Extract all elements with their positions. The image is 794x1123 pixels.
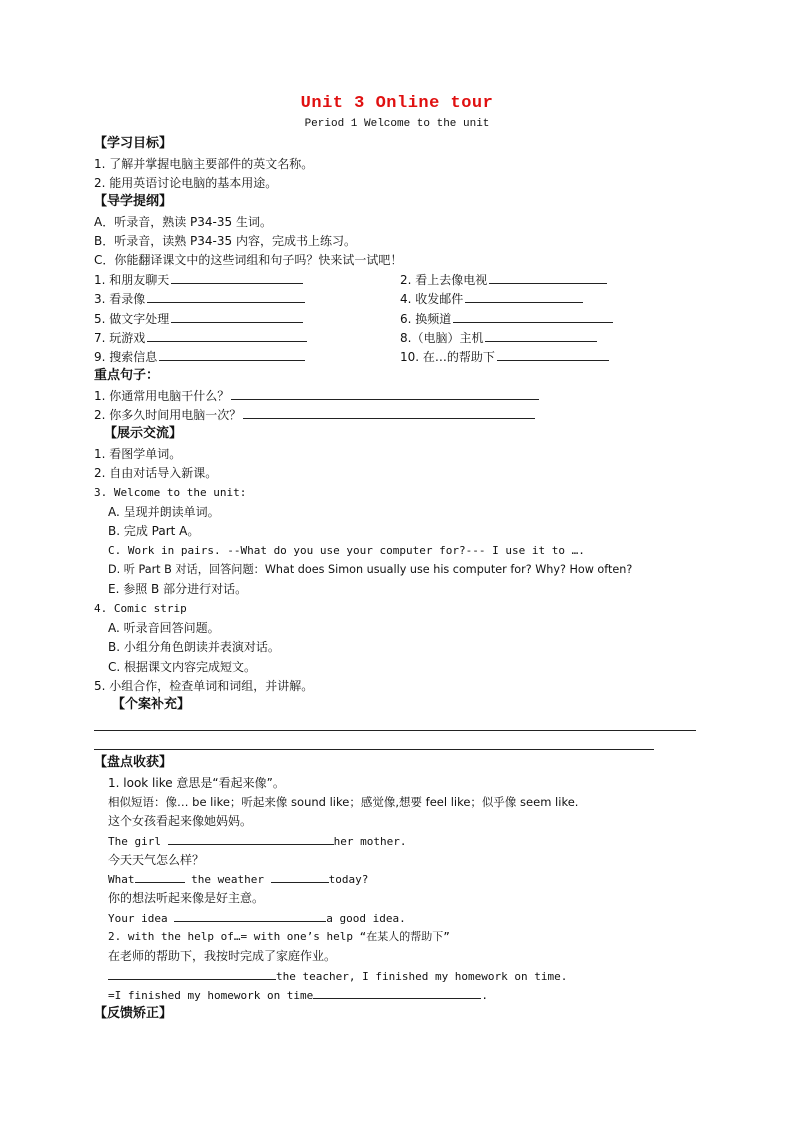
phrase-item: 9. 搜索信息	[94, 349, 305, 365]
answer-blank[interactable]	[313, 987, 481, 999]
key-sentences-heading: 重点句子：	[94, 368, 160, 383]
key-sentence: 2. 你多久时间用电脑一次？	[94, 407, 535, 423]
goals-heading: 【学习目标】	[94, 136, 173, 151]
show-step-3-item: E. 参照 B 部分进行对话。	[108, 582, 248, 596]
feedback-heading: 【反馈矫正】	[94, 1006, 173, 1021]
example-cn: 今天天气怎么样？	[108, 853, 205, 867]
example-cn: 在老师的帮助下，我按时完成了家庭作业。	[108, 949, 337, 963]
show-step-1: 1. 看图学单词。	[94, 447, 182, 461]
phrase-item: 10. 在…的帮助下	[400, 349, 609, 365]
outline-heading: 【导学提纲】	[94, 194, 173, 209]
answer-blank[interactable]	[497, 349, 609, 361]
show-step-2: 2. 自由对话导入新课。	[94, 466, 218, 480]
example-cn: 你的想法听起来像是好主意。	[108, 891, 265, 905]
phrase-item: 6. 换频道	[400, 311, 613, 327]
example-en: the teacher, I finished my homework on time.	[108, 968, 567, 985]
show-step-4-item: B. 小组分角色朗读并表演对话。	[108, 640, 280, 654]
answer-blank[interactable]	[147, 291, 305, 303]
answer-blank[interactable]	[108, 968, 276, 980]
show-step-4-item: A. 听录音回答问题。	[108, 621, 220, 635]
phrase-item: 2. 看上去像电视	[400, 272, 607, 288]
answer-blank[interactable]	[231, 388, 539, 400]
supplement-line[interactable]	[94, 749, 654, 750]
outline-b: B．听录音，读熟 P34-35 内容，完成书上练习。	[94, 234, 356, 248]
answer-blank[interactable]	[147, 330, 307, 342]
answer-blank[interactable]	[174, 910, 326, 922]
phrase-item: 5. 做文字处理	[94, 311, 303, 327]
example-cn: 这个女孩看起来像她妈妈。	[108, 814, 253, 828]
show-step-3-item: B. 完成 Part A。	[108, 524, 200, 538]
show-step-3: 3. Welcome to the unit:	[94, 486, 247, 499]
answer-blank[interactable]	[135, 871, 185, 883]
show-step-3-item: A. 呈现并朗读单词。	[108, 505, 220, 519]
answer-blank[interactable]	[489, 272, 607, 284]
supplement-heading: 【个案补充】	[112, 697, 191, 712]
show-step-5: 5. 小组合作，检查单词和词组，并讲解。	[94, 679, 314, 693]
answer-blank[interactable]	[243, 407, 535, 419]
example-en: What the weather today?	[108, 873, 369, 886]
phrase-item: 4. 收发邮件	[400, 291, 583, 307]
answer-blank[interactable]	[271, 871, 329, 883]
example-en: =I finished my homework on time .	[108, 989, 488, 1002]
phrase-item: 1. 和朋友聊天	[94, 272, 303, 288]
summary-point-2: 2. with the help of…= with one’s help “在某人的帮助下”	[108, 930, 450, 943]
outline-c: C．你能翻译课文中的这些词组和句子吗？快来试一试吧！	[94, 253, 403, 267]
show-step-3-item: C. Work in pairs. --What do you use your computer for?--- I use it to ….	[108, 544, 585, 557]
page-subtitle: Period 1 Welcome to the unit	[304, 118, 490, 130]
phrase-item: 7. 玩游戏	[94, 330, 307, 346]
show-heading: 【展示交流】	[104, 426, 183, 441]
answer-blank[interactable]	[465, 291, 583, 303]
example-en: Your idea a good idea.	[108, 912, 406, 925]
key-sentence: 1. 你通常用电脑干什么？	[94, 388, 539, 404]
answer-blank[interactable]	[485, 330, 597, 342]
goal-item-2: 2. 能用英语讨论电脑的基本用途。	[94, 176, 278, 190]
answer-blank[interactable]	[168, 833, 334, 845]
similar-phrases: 相似短语：像… be like；听起来像 sound like；感觉像,想要 feel like；似乎像 seem like.	[108, 795, 579, 809]
phrase-item: 8.（电脑）主机	[400, 330, 597, 346]
phrase-item: 3. 看录像	[94, 291, 305, 307]
show-step-4-item: C. 根据课文内容完成短文。	[108, 660, 257, 674]
example-en: The girl her mother.	[108, 835, 407, 848]
answer-blank[interactable]	[171, 311, 303, 323]
goal-item-1: 1. 了解并掌握电脑主要部件的英文名称。	[94, 157, 314, 171]
summary-heading: 【盘点收获】	[94, 755, 173, 770]
show-step-4: 4. Comic strip	[94, 602, 187, 615]
show-step-3-item: D. 听 Part B 对话，回答问题：What does Simon usually use his computer for? Why? How often?	[108, 563, 633, 576]
answer-blank[interactable]	[159, 349, 305, 361]
page-title: Unit 3 Online tour	[300, 94, 494, 113]
supplement-line[interactable]	[94, 730, 696, 731]
summary-point-1: 1. look like 意思是“看起来像”。	[108, 776, 285, 790]
answer-blank[interactable]	[171, 272, 303, 284]
answer-blank[interactable]	[453, 311, 613, 323]
outline-a: A．听录音，熟读 P34-35 生词。	[94, 215, 272, 229]
